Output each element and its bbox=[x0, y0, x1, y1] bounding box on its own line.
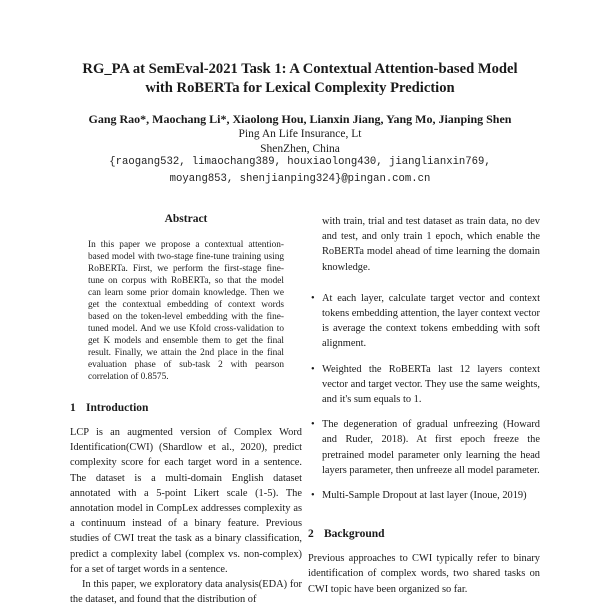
list-item-text: The degeneration of gradual unfreezing (Howard and Ruder, 2018). At first epoch freeze the pretrained model parameter only learning the head layers parameter, then unfreeze all model parameter. bbox=[322, 419, 540, 476]
title-line-2: with RoBERTa for Lexical Complexity Prediction bbox=[145, 80, 455, 96]
section-title: Background bbox=[324, 528, 385, 541]
intro-paragraph-2: In this paper, we exploratory data analysis(EDA) for the dataset, and found that the distribution of bbox=[70, 579, 302, 606]
bullet-icon: • bbox=[311, 363, 315, 375]
abstract-text: In this paper we propose a contextual attention-based model with two-stage fine-tune training using RoBERTa. First, we perform the first-stage fine-tune on corpus with RoBERTa, so that the model can learn some prior domain knowledge. Then we get the contextual embedding of context words based on the token-level embedding with the fine-tuned model. And we use Kfold cross-validation to get K models and ensemble them to get the final result. Finally, we attain the 2nd place in the final evaluation phase of sub-task 2 with pearson correlation of 0.8575. bbox=[88, 240, 284, 382]
section-number: 2 bbox=[308, 528, 314, 541]
intro-paragraph-1: LCP is an augmented version of Complex Word Identification(CWI) (Shardlow et al., 2020), predict complexity score for each target word in a sentence. The dataset is a multi-domain English dataset annotated with a 5-point Likert scale (1-5). The annotation model in CompLex addresses complexity as a continuum instead of a binary feature. Previous studies of CWI treat the task as a binary classification, predict a complexity label (complex vs. non-complex) for a set of target words in a sentence. bbox=[70, 427, 302, 575]
left-column bbox=[70, 205, 302, 607]
bullet-icon: • bbox=[311, 490, 315, 502]
abstract-heading: Abstract bbox=[164, 213, 208, 225]
list-item-text: Weighted the RoBERTa last 12 layers context vector and target vector. They use the same weights, and it's sum equals to 1. bbox=[322, 363, 540, 406]
list-continuation: with train, trial and test dataset as train data, no dev and test, and only train 1 epoch, which enable the RoBERTa model ahead of time learning the domain knowledge. bbox=[322, 216, 540, 273]
affiliation: Ping An Life Insurance, Lt bbox=[238, 128, 362, 140]
email-line-2: moyang853, shenjianping324}@pingan.com.cn bbox=[169, 173, 431, 185]
list-item-text: Multi-Sample Dropout at last layer (Inoue, 2019) bbox=[322, 490, 527, 502]
email-line-1: {raogang532, limaochang389, houxiaolong430, jianglianxin769, bbox=[109, 156, 491, 168]
list-item bbox=[308, 488, 540, 503]
section-heading-introduction bbox=[70, 401, 302, 415]
list-item bbox=[308, 362, 540, 408]
title-line-1: RG_PA at SemEval-2021 Task 1: A Contextual Attention-based Model bbox=[82, 61, 518, 77]
paper-title bbox=[40, 60, 560, 98]
bullet-icon: • bbox=[311, 419, 315, 431]
section-heading-background bbox=[308, 527, 540, 541]
right-column bbox=[308, 214, 540, 597]
section-number: 1 bbox=[70, 402, 76, 414]
bullet-icon: • bbox=[311, 292, 315, 304]
author-list: Gang Rao*, Maochang Li*, Xiaolong Hou, Lianxin Jiang, Yang Mo, Jianping Shen bbox=[88, 112, 512, 126]
list-item bbox=[308, 417, 540, 478]
section-title: Introduction bbox=[86, 402, 149, 414]
background-paragraph: Previous approaches to CWI typically refer to binary identification of complex words, two shared tasks on CWI topic have been organized so far. bbox=[308, 553, 540, 595]
list-item bbox=[308, 291, 540, 352]
location: ShenZhen, China bbox=[260, 143, 340, 155]
list-item-text: At each layer, calculate target vector and context tokens embedding attention, the layer context vector is average the context tokens embedding with soft alignment. bbox=[322, 292, 540, 350]
